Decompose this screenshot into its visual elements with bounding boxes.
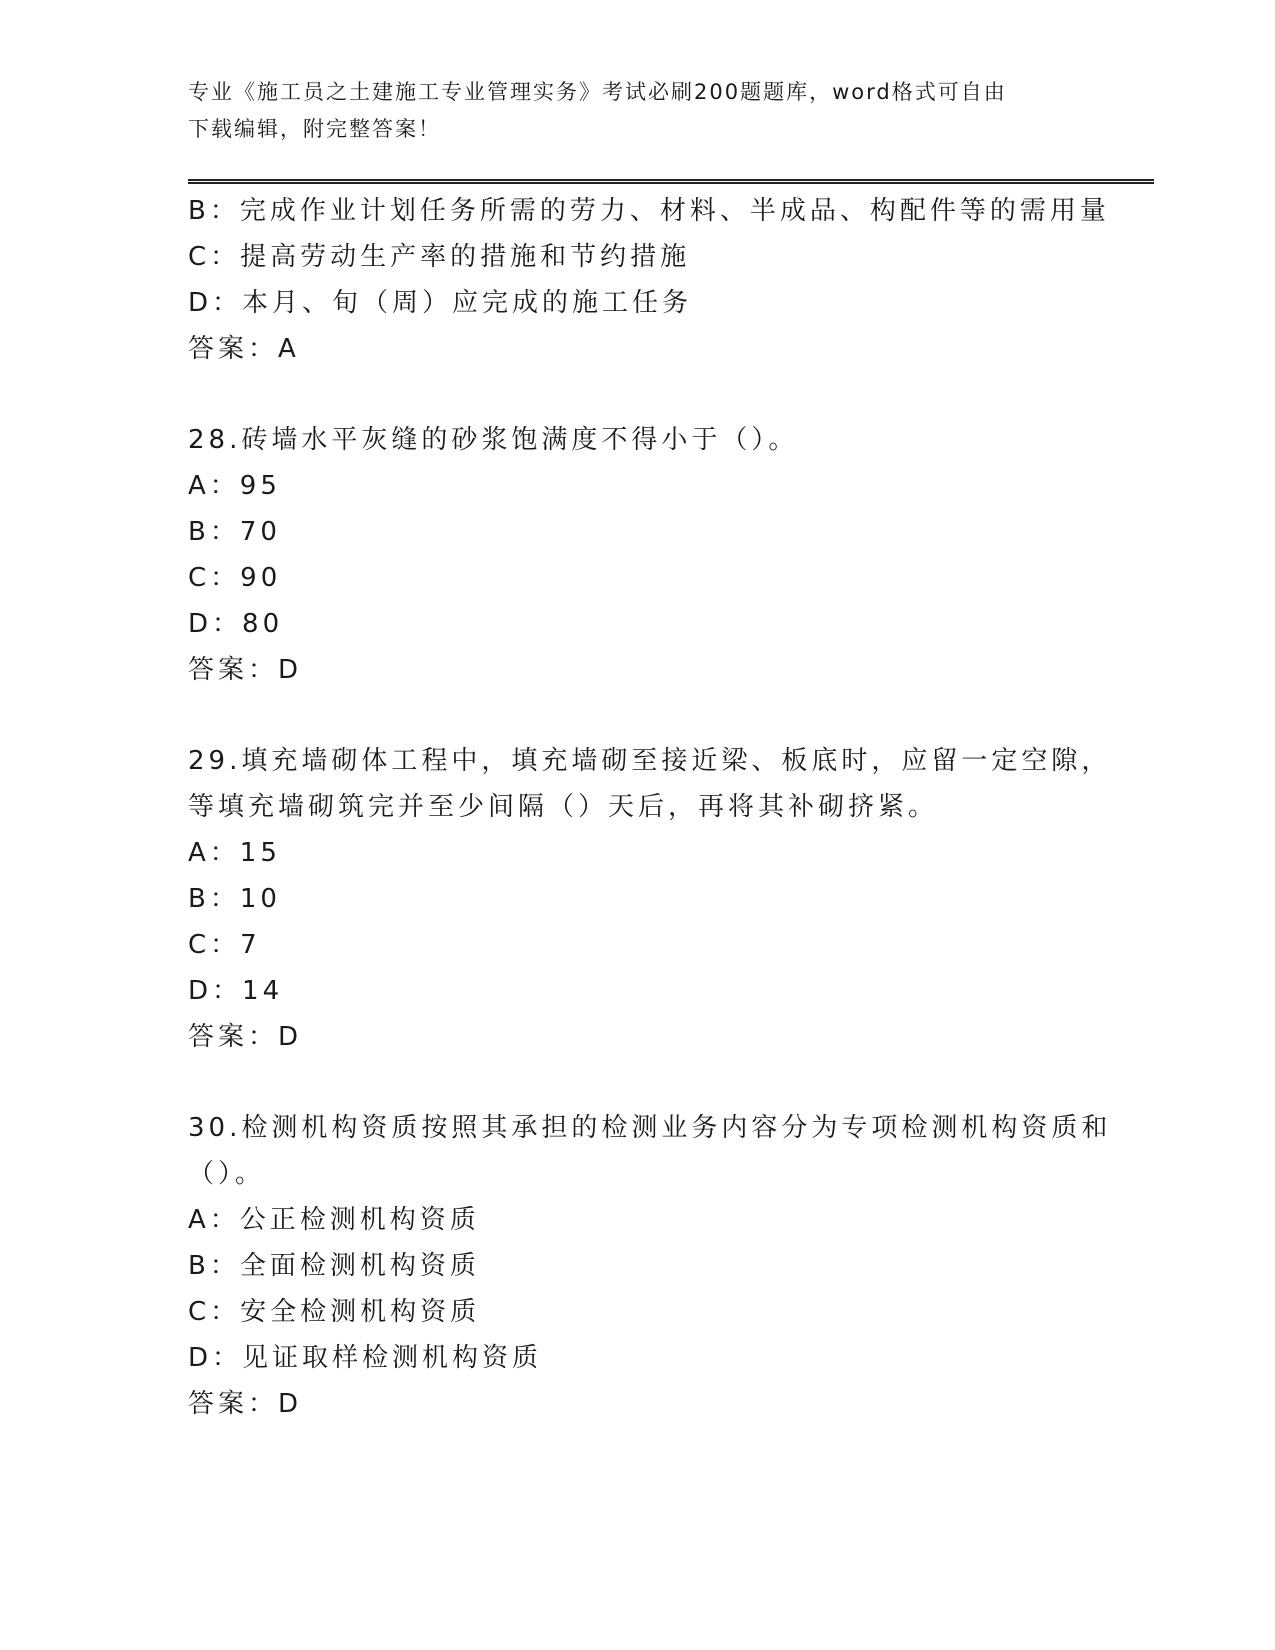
option-d: D：见证取样检测机构资质 [188, 1343, 543, 1373]
spacer [188, 693, 1088, 738]
question-29 [188, 738, 1112, 1060]
question-stem-line-2: 等填充墙砌筑完并至少间隔（）天后，再将其补砌挤紧。 [188, 792, 939, 822]
option-b: B：10 [188, 884, 281, 914]
document-header [188, 74, 1068, 148]
answer-line: 答案：D [188, 1389, 303, 1419]
option-a: A：95 [188, 471, 281, 501]
question-stem-line-1: 30.检测机构资质按照其承担的检测业务内容分为专项检测机构资质和 [188, 1113, 1112, 1143]
option-b: B：70 [188, 517, 281, 547]
question-stem-line-1: 29.填充墙砌体工程中，填充墙砌至接近梁、板底时，应留一定空隙， [188, 746, 1112, 776]
question-stem-line-2: （）。 [188, 1159, 266, 1189]
question-30 [188, 1105, 1112, 1427]
answer-line: 答案：A [188, 334, 300, 364]
option-b: B：完成作业计划任务所需的劳力、材料、半成品、构配件等的需用量 [188, 196, 1110, 226]
answer-line: 答案：D [188, 655, 303, 685]
header-title-line-1: 专业《施工员之土建施工专业管理实务》考试必刷200题题库，word格式可自由 [188, 80, 1007, 104]
question-27-continued [188, 188, 1110, 372]
question-stem: 28.砖墙水平灰缝的砂浆饱满度不得小于（）。 [188, 425, 799, 455]
header-double-rule [188, 179, 1154, 184]
option-d: D：14 [188, 976, 284, 1006]
option-c: C：提高劳动生产率的措施和节约措施 [188, 242, 691, 272]
option-d: D：80 [188, 609, 284, 639]
option-a: A：公正检测机构资质 [188, 1205, 480, 1235]
option-c: C：安全检测机构资质 [188, 1297, 481, 1327]
option-c: C：90 [188, 563, 282, 593]
question-list [188, 188, 1112, 1427]
question-28 [188, 417, 1088, 693]
header-title-line-2: 下载编辑，附完整答案！ [188, 117, 441, 141]
spacer [188, 372, 1088, 417]
option-d: D：本月、旬（周）应完成的施工任务 [188, 288, 693, 318]
answer-line: 答案：D [188, 1022, 303, 1052]
option-b: B：全面检测机构资质 [188, 1251, 480, 1281]
option-c: C：7 [188, 930, 261, 960]
option-a: A：15 [188, 838, 281, 868]
spacer [188, 1060, 1088, 1105]
